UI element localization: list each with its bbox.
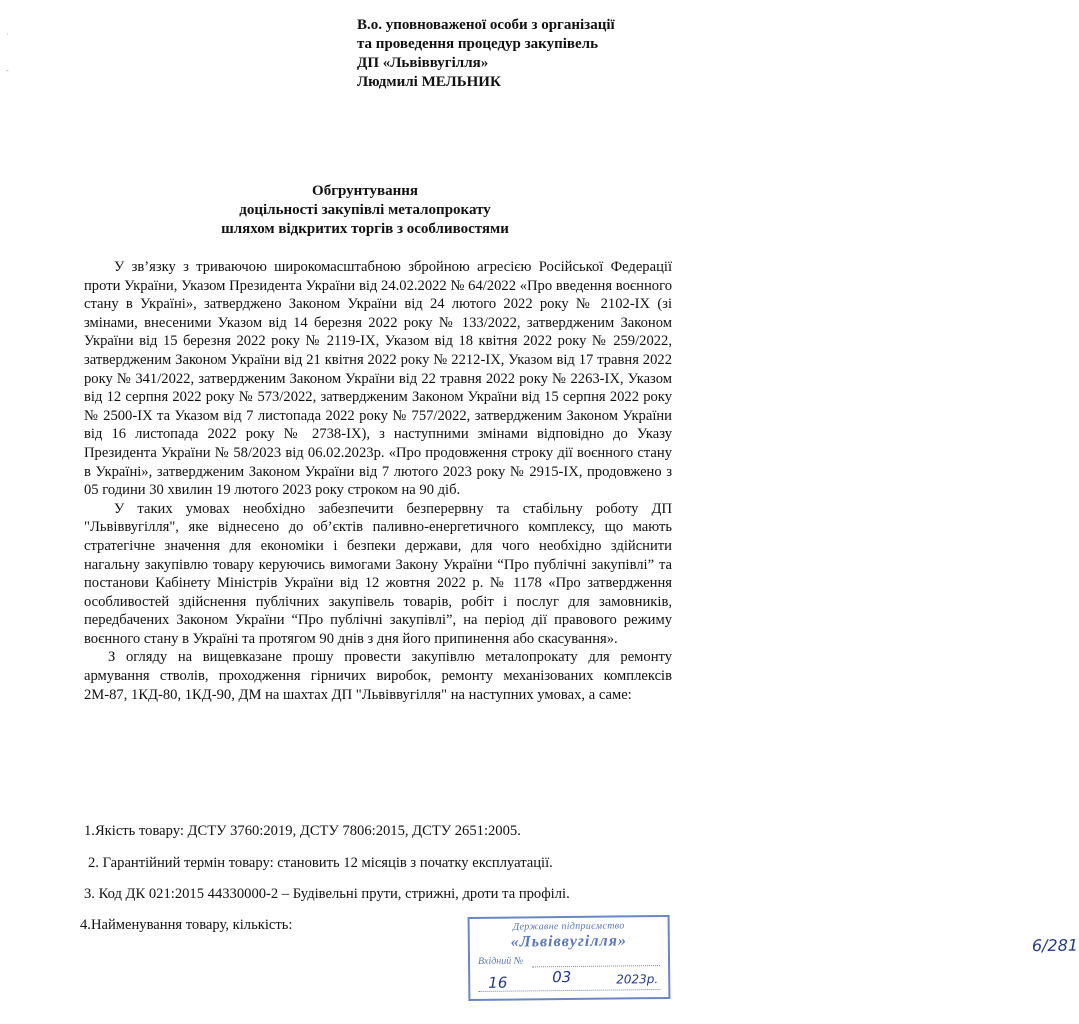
scan-mark: · [6, 30, 9, 39]
title-line: шляхом відкритих торгів з особливостями [221, 221, 509, 237]
document-title [0, 182, 730, 239]
addressee-name: Людмилі МЕЛЬНИК [357, 74, 501, 90]
stamp-month: 03 [552, 967, 572, 987]
stamp-number-line [532, 965, 660, 967]
paragraph-justification: У таких умовах необхідно забезпечити безперервну та стабільну роботу ДП "Львіввугілля", яке віднесено до об’єктів паливно-енергетичного комплексу, що мають стратегічне значення для економіки і безпеки держави, для чого необхідно здійснити нагальну закупівлю товару керуючись вимогами Закону України “Про публічні закупівлі” та постанови Кабінету Міністрів України від 12 жовтня 2022 р. № 1178 «Про затвердження особливостей здійснення публічних закупівель товарів, робіт і послуг для замовників, передбачених Законом України “Про публічні закупівлі”, на період дії правового режиму воєнного стану в Україні та протягом 90 днів з дня його припинення або скасування». [84, 500, 672, 647]
condition-warranty: 2. Гарантійний термін товару: становить 12 місяців з початку експлуатації. [88, 855, 553, 871]
condition-goods-list: 4.Найменування товару, кількість: [80, 917, 293, 933]
addressee-line: В.о. уповноваженої особи з організації [357, 17, 615, 33]
registration-stamp [468, 915, 1079, 1001]
document-body [84, 258, 672, 704]
title-line: Обгрунтування [312, 183, 418, 199]
addressee-line: та проведення процедур закупівель [357, 36, 599, 52]
stamp-year: 2023р. [616, 972, 659, 987]
stamp-number: 6/281 [1031, 935, 1079, 956]
condition-quality: 1.Якість товару: ДСТУ 3760:2019, ДСТУ 7806:2015, ДСТУ 2651:2005. [84, 823, 521, 839]
addressee-line: ДП «Львіввугілля» [357, 55, 489, 71]
stamp-org-type: Державне підприємство [512, 920, 625, 933]
paragraph-request: З огляду на вищевказане прошу провести закупівлю металопрокату для ремонту армування стволів, проходження гірничих виробок, ремонту механізованих комплексів 2М-87, 1КД-80, 1КД-90, ДМ на шахтах ДП "Львіввугілля" на наступних умовах, а саме: [84, 649, 672, 703]
title-line: доцільності закупівлі металопрокату [239, 202, 491, 218]
stamp-day: 16 [488, 973, 508, 992]
condition-dk-code: 3. Код ДК 021:2015 44330000-2 – Будівельні прути, стрижні, дроти та профілі. [84, 886, 570, 902]
paragraph-martial-law: У зв’язку з триваючою широкомасштабною збройною агресією Російської Федерації проти України, Указом Президента України від 24.02.2022 № 64/2022 «Про введення воєнного стану в Україні», затверджено Законом України від 24 лютого 2022 року № 2102-IX (зі змінами, внесеними Указом від 14 березня 2022 року № 133/2022, затвердженим Законом України від 15 березня 2022 року № 2119-IX, Указом від 18 квітня 2022 року № 259/2022, затвердженим Законом України від 21 квітня 2022 року № 2212-IX, Указом від 17 травня 2022 року № 341/2022, затвердженим Законом України від 22 травня 2022 року № 2263-IX, Указом від 12 серпня 2022 року № 573/2022, затвердженим Законом України від 15 серпня 2022 року № 2500-IX та Указом від 7 листопада 2022 року № 757/2022, затвердженим Законом України від 16 листопада 2022 року № 2738-IX), з наступними змінами відповідно до Указу Президента України № 58/2023 від 06.02.2023р. «Про продовження строку дії воєнного стану в Україні», затвердженим Законом України від 7 лютого 2023 року № 2915-IX, продовжено з 05 години 30 хвилин 19 лютого 2023 року строком на 90 діб. [84, 259, 672, 499]
addressee-block [357, 16, 615, 92]
stamp-received-label: Вхідний № [477, 955, 524, 967]
stamp-org-name: «Львіввугілля» [510, 932, 628, 951]
scan-mark: - [6, 66, 9, 75]
